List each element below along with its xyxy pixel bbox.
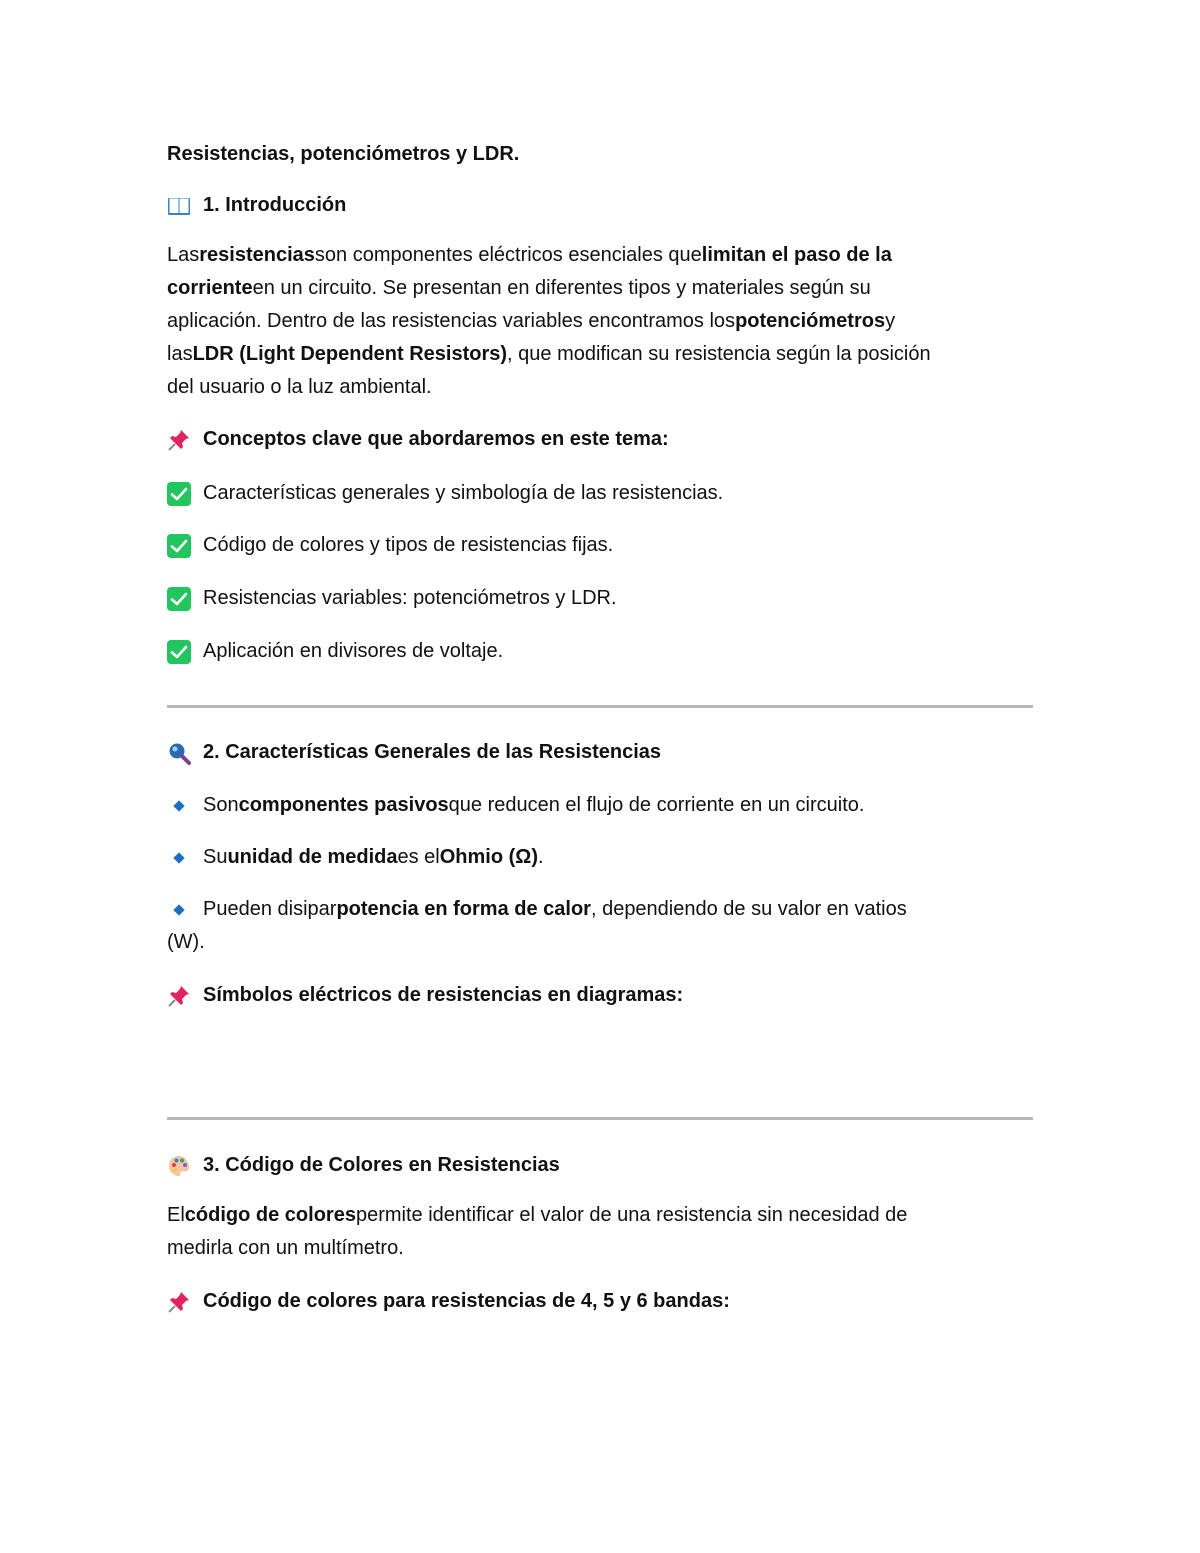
bands-heading: [167, 1285, 1033, 1318]
text: , dependiendo de su valor en vatios: [590, 898, 907, 920]
text: (W).: [167, 931, 205, 953]
text: , que modifican su resistencia según la posición: [507, 343, 931, 365]
bullet-item: [167, 789, 1033, 822]
document-title: Resistencias, potenciómetros y LDR.: [167, 143, 520, 165]
text: aplicación. Dentro de las resistencias variables encontramos los: [167, 310, 736, 332]
checklist-item: [167, 635, 1033, 668]
section-1-heading: [167, 189, 1033, 222]
checklist-item: [167, 582, 1033, 615]
section-1-heading-text: 1. Introducción: [203, 194, 347, 216]
blue-diamond-icon: [167, 846, 191, 870]
text: es el: [397, 846, 440, 868]
text: las: [167, 343, 193, 365]
bold-text: unidad de medida: [227, 846, 398, 868]
check-mark-icon: [167, 482, 191, 506]
text: que reducen el flujo de corriente en un circuito.: [448, 794, 865, 816]
check-mark-icon: [167, 534, 191, 558]
pushpin-icon: [167, 984, 191, 1008]
pushpin-icon: [167, 428, 191, 452]
text: Son: [203, 794, 239, 816]
check-mark-icon: [167, 640, 191, 664]
text: en un circuito. Se presentan en diferentes tipos y materiales según su: [252, 277, 871, 299]
pushpin-icon: [167, 1290, 191, 1314]
bold-text: potenciómetros: [735, 310, 886, 332]
section-2-heading: [167, 736, 1033, 769]
intro-line-5: [167, 371, 1033, 404]
checklist-item-text: Aplicación en divisores de voltaje.: [203, 640, 504, 662]
text: y: [885, 310, 896, 332]
bullet-item: [167, 841, 1033, 874]
color-code-line-2: [167, 1232, 1033, 1265]
bullet-line-2: [167, 926, 1033, 959]
magnifier-icon: [167, 741, 191, 765]
symbols-heading-text: Símbolos eléctricos de resistencias en diagramas:: [203, 984, 684, 1006]
blue-diamond-icon: [167, 794, 191, 818]
check-mark-icon: [167, 587, 191, 611]
bands-heading-text: Código de colores para resistencias de 4, 5 y 6 bandas:: [203, 1290, 730, 1312]
section-3-heading-text: 3. Código de Colores en Resistencias: [203, 1154, 560, 1176]
intro-line-1: [167, 239, 1033, 272]
text: El: [167, 1204, 185, 1226]
bullet-line-1: [167, 893, 1033, 926]
section-2-heading-text: 2. Características Generales de las Resistencias: [203, 741, 662, 763]
intro-line-4: [167, 338, 1033, 371]
intro-line-2: [167, 272, 1033, 305]
checklist-item-text: Código de colores y tipos de resistencias fijas.: [203, 534, 614, 556]
bold-text: corriente: [167, 277, 253, 299]
concepts-heading-text: Conceptos clave que abordaremos en este tema:: [203, 428, 669, 450]
bold-text: LDR (Light Dependent Resistors): [192, 343, 508, 365]
symbols-heading: [167, 979, 1033, 1012]
intro-line-3: [167, 305, 1033, 338]
section-3-heading: [167, 1149, 1033, 1182]
open-book-icon: [167, 194, 191, 218]
text: medirla con un multímetro.: [167, 1237, 404, 1259]
bold-text: código de colores: [184, 1204, 356, 1226]
blue-diamond-icon: [167, 898, 191, 922]
color-code-paragraph: [167, 1199, 1033, 1265]
text: Las: [167, 244, 200, 266]
text: son componentes eléctricos esenciales que: [314, 244, 702, 266]
bold-text: Ohmio (Ω): [439, 846, 538, 868]
checklist-item: [167, 477, 1033, 510]
concepts-heading: [167, 423, 1033, 456]
text: del usuario o la luz ambiental.: [167, 376, 432, 398]
bold-text: limitan el paso de la: [701, 244, 892, 266]
text: .: [538, 846, 544, 868]
bold-text: componentes pasivos: [238, 794, 449, 816]
text: Pueden disipar: [203, 898, 337, 920]
intro-paragraph: [167, 239, 1033, 404]
section-divider: [167, 1117, 1033, 1120]
checklist-item: [167, 529, 1033, 562]
palette-icon: [167, 1154, 191, 1178]
section-divider: [167, 705, 1033, 708]
bold-text: potencia en forma de calor: [336, 898, 591, 920]
checklist-item-text: Resistencias variables: potenciómetros y LDR.: [203, 587, 617, 609]
text: permite identificar el valor de una resistencia sin necesidad de: [355, 1204, 908, 1226]
bullet-item: [167, 893, 1033, 959]
text: Su: [203, 846, 228, 868]
color-code-line-1: [167, 1199, 1033, 1232]
bold-text: resistencias: [199, 244, 315, 266]
checklist-item-text: Características generales y simbología de las resistencias.: [203, 482, 724, 504]
